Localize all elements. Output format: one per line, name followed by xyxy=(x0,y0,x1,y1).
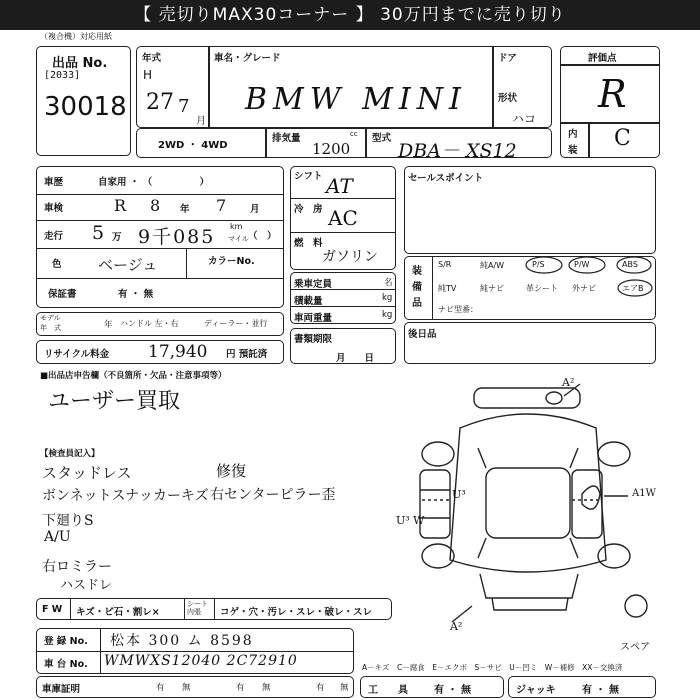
chassis-value: WMWXS12040 2C72910 xyxy=(104,653,298,669)
inspection-year-unit: 年 xyxy=(180,204,190,215)
recycle-unit: 円 預託済 xyxy=(226,349,268,360)
capacity-label: 乗車定員 xyxy=(294,279,333,290)
damage-legend: A－キズ C－腐食 E－エクボ S－サビ U－凹ミ W－補修 XX－交換済 xyxy=(362,663,623,672)
type-label: 型式 xyxy=(372,133,392,144)
chassis-label: 車 台 No. xyxy=(44,659,88,670)
interior-label-2: 装 xyxy=(568,145,578,156)
model-value: BMW MINI xyxy=(245,82,467,117)
fw-seat: シート内張 xyxy=(187,600,208,616)
inspector-line: スタッドレス xyxy=(42,464,132,482)
history-value: 自家用 ・ （ ） xyxy=(98,177,210,188)
warranty-value: 有 ・ 無 xyxy=(118,289,154,300)
diagram-mark: U³ W xyxy=(396,514,425,527)
inspector-title: 【検査員記入】 xyxy=(40,449,100,459)
grade-value: R xyxy=(598,72,627,116)
recycle-label: リサイクル料金 xyxy=(44,349,110,360)
inspection-month: 7 xyxy=(216,196,227,215)
capacity-unit: 名 xyxy=(384,278,393,288)
model-year-label-1: モデル xyxy=(40,314,61,322)
equip-title-3: 品 xyxy=(412,298,422,309)
inspection-era: R xyxy=(114,196,127,215)
lot-label: 出品 No. xyxy=(52,56,108,71)
grade-title: 評価点 xyxy=(588,53,617,64)
spare-label: スペア xyxy=(620,642,650,653)
fw-label: F W xyxy=(42,604,63,615)
color-no-label: カラーNo. xyxy=(208,256,255,267)
weight-label: 車両重量 xyxy=(294,313,333,324)
inspection-month-unit: 月 xyxy=(250,204,260,215)
ac-value: AC xyxy=(328,206,358,230)
cert-mark: 無 xyxy=(182,683,191,693)
jack-label: ジャッキ xyxy=(516,685,556,696)
tools-value: 有 ・ 無 xyxy=(434,685,471,696)
weight-unit: kg xyxy=(382,310,393,320)
recycle-value: 17,940 xyxy=(148,342,208,362)
cert-mark: 有 xyxy=(236,683,245,693)
history-label: 車歴 xyxy=(44,177,64,188)
inspector-line: ボンネットスナッカーキズ xyxy=(42,488,209,504)
equip-item: 外ナビ xyxy=(572,284,596,293)
load-label: 積載量 xyxy=(294,296,323,307)
color-label: 色 xyxy=(52,259,62,270)
fuel-label: 燃 料 xyxy=(294,238,323,249)
month-unit: 月 xyxy=(196,116,206,127)
equip-item: 純ナビ xyxy=(480,284,504,293)
inspector-right: 右センターピラー歪 xyxy=(210,487,336,503)
page-banner: 【 売切りMAX30コーナー 】 30万円までに売り切り xyxy=(0,0,700,30)
sales-label: セールスポイント xyxy=(408,173,484,184)
equip-item: S/R xyxy=(438,260,452,269)
equip-item: ABS xyxy=(622,260,638,269)
cert-box xyxy=(36,676,354,698)
equip-item: エアB xyxy=(622,284,644,293)
doc-unit: 月 日 xyxy=(336,353,375,364)
equip-item: P/S xyxy=(532,260,545,269)
equip-item: P/W xyxy=(574,260,590,269)
diagram-mark: A1W xyxy=(632,488,656,499)
arrival-box xyxy=(404,322,656,364)
diagram-mark: U³ xyxy=(452,488,466,501)
era-label: H xyxy=(143,68,153,82)
fuel-value: ガソリン xyxy=(322,249,378,265)
equip-item: 純A/W xyxy=(480,261,505,270)
disp-label: 排気量 xyxy=(272,133,301,144)
store-title: ■出品店申告欄（不良箇所・欠品・注意事項等） xyxy=(40,371,227,381)
cert-mark: 無 xyxy=(340,683,349,693)
model-year-label-2: 年 式 xyxy=(40,324,61,332)
cert-mark: 有 xyxy=(316,683,325,693)
model-year-suffix: 年 xyxy=(104,320,113,330)
drive-option: 2WD ・ 4WD xyxy=(158,140,228,151)
arrival-label: 後日品 xyxy=(408,329,437,340)
type-value: DBA－ XS12 xyxy=(398,140,517,162)
inspector-line: 下廻りS xyxy=(42,513,94,529)
inspection-year: 8 xyxy=(150,196,161,215)
mileage-label: 走行 xyxy=(44,231,64,242)
interior-label-1: 内 xyxy=(568,129,578,140)
dealer-option: ディーラー・並行 xyxy=(204,319,268,328)
equip-item: 純TV xyxy=(438,284,457,293)
color-value: ベージュ xyxy=(98,256,158,274)
disp-unit: cc xyxy=(350,130,358,138)
model-label: 車名・グレード xyxy=(214,53,281,64)
shift-label: シフト xyxy=(294,171,323,182)
inspector-right: 修復 xyxy=(216,462,247,480)
navi-label: ナビ型番： xyxy=(438,305,478,314)
disp-value: 1200 xyxy=(312,140,351,158)
lot-number: 30018 xyxy=(44,92,127,122)
doc-label: 書類期限 xyxy=(294,334,333,345)
interior-value: C xyxy=(614,126,631,151)
inspector-line: A/U xyxy=(44,529,71,545)
shape-label: 形状 xyxy=(498,93,518,104)
shape-value: ハコ xyxy=(512,112,537,126)
mileage-km: km xyxy=(230,222,243,231)
equip-title-2: 備 xyxy=(412,282,422,293)
store-note: ユーザー買取 xyxy=(48,389,181,414)
load-unit: kg xyxy=(382,293,393,303)
inspector-line: 右ロミラー xyxy=(42,559,112,575)
inspection-label: 車検 xyxy=(44,203,64,214)
reg-label: 登 録 No. xyxy=(44,636,88,647)
year-label: 年式 xyxy=(142,53,162,64)
cert-mark: 有 xyxy=(156,683,165,693)
mileage-mile: マイル xyxy=(228,235,249,243)
month-value: 7 xyxy=(178,96,190,117)
year-value: 27 xyxy=(146,90,174,115)
fw-scratch: キズ・ビ石・割レ× xyxy=(76,607,160,618)
shift-value: AT xyxy=(326,174,353,198)
reg-value: 松本 300 ム 8598 xyxy=(110,633,254,649)
diagram-mark: A² xyxy=(562,376,575,389)
ac-label: 冷 房 xyxy=(294,204,323,215)
cert-mark: 無 xyxy=(262,683,271,693)
mileage-man-unit: 万 xyxy=(112,232,122,243)
fw-burn: コゲ・穴・汚レ・スレ・破レ・スレ xyxy=(220,607,373,618)
top-note: （複合機）対応用紙 xyxy=(40,32,112,41)
steering-option: ハンドル 左・右 xyxy=(120,319,179,328)
mileage-man: 5 xyxy=(92,222,105,244)
mileage-rest: 9千085 xyxy=(138,226,216,248)
lot-small: [2033] xyxy=(44,70,81,81)
tools-label: 工 具 xyxy=(368,685,408,696)
door-label: ドア xyxy=(498,53,517,64)
inspector-line: ハスドレ xyxy=(60,578,113,593)
equip-item: 革シート xyxy=(526,284,558,293)
mileage-paren: （ ） xyxy=(248,231,277,242)
jack-value: 有 ・ 無 xyxy=(582,685,619,696)
warranty-label: 保証書 xyxy=(48,289,77,300)
cert-label: 車庫証明 xyxy=(42,684,81,695)
diagram-mark: A² xyxy=(450,620,463,633)
car-diagram xyxy=(400,370,690,640)
equip-title-1: 装 xyxy=(412,266,422,277)
